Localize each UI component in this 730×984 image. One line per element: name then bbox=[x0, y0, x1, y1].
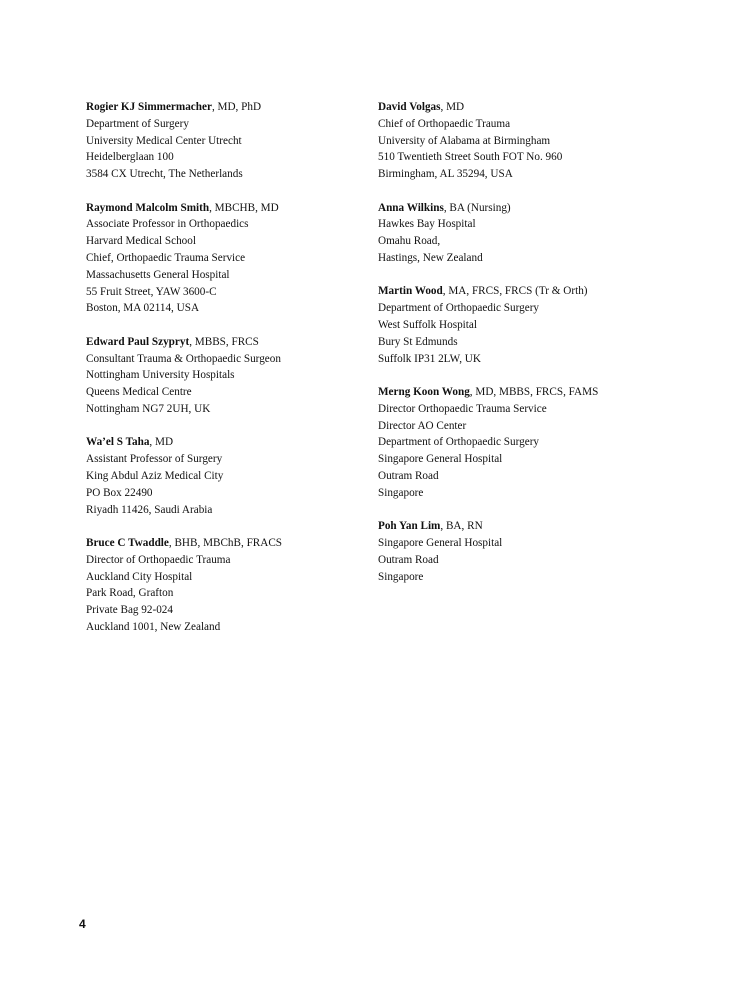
address-line: Singapore bbox=[378, 486, 424, 499]
contributor-entry bbox=[378, 283, 678, 367]
contributor-credentials: , BA, RN bbox=[440, 520, 483, 533]
contributor-name-line bbox=[378, 384, 678, 401]
contributor-credentials: , MD bbox=[149, 436, 174, 449]
contributor-entry bbox=[86, 434, 356, 518]
contributor-name-line bbox=[86, 334, 356, 351]
contributor-name: Wa’el S Taha bbox=[86, 436, 150, 449]
contributor-name-line bbox=[378, 200, 678, 217]
contributor-name-line bbox=[86, 434, 356, 451]
contributor-name: Raymond Malcolm Smith bbox=[86, 201, 210, 214]
contributor-credentials: , MD bbox=[440, 101, 465, 113]
contributor-credentials: , BA (Nursing) bbox=[443, 201, 511, 214]
address-line: Nottingham NG7 2UH, UK bbox=[86, 402, 211, 415]
address-line: Director AO Center bbox=[378, 419, 467, 432]
contributor-name: David Volgas bbox=[378, 101, 441, 113]
contributor-name: Edward Paul Szypryt bbox=[86, 335, 190, 348]
contributor-name-line bbox=[86, 535, 356, 552]
contributor-name: Rogier KJ Simmermacher bbox=[86, 101, 212, 113]
address-line: Consultant Trauma & Orthopaedic Surgeon bbox=[86, 352, 281, 365]
address-line: PO Box 22490 bbox=[86, 486, 153, 499]
address-line: Singapore General Hospital bbox=[378, 453, 503, 466]
address-line: Nottingham University Hospitals bbox=[86, 369, 235, 382]
contributor-name-line bbox=[86, 200, 356, 217]
address-line: Bury St Edmunds bbox=[378, 335, 458, 348]
contributor-credentials: , MBCHB, MD bbox=[209, 201, 279, 214]
contributor-name-line bbox=[378, 283, 678, 300]
address-line: Outram Road bbox=[378, 469, 439, 482]
address-line: Park Road, Grafton bbox=[86, 587, 174, 600]
contributor-entry bbox=[378, 99, 678, 183]
address-line: Auckland City Hospital bbox=[86, 570, 193, 583]
address-line: 510 Twentieth Street South FOT No. 960 bbox=[378, 151, 563, 164]
address-line: University Medical Center Utrecht bbox=[86, 134, 242, 147]
address-line: Department of Orthopaedic Surgery bbox=[378, 302, 540, 315]
address-line: Department of Surgery bbox=[86, 117, 189, 130]
contributor-entry bbox=[378, 518, 678, 585]
contributor-name: Merng Koon Wong bbox=[378, 385, 470, 398]
contributor-credentials: , MD, PhD bbox=[211, 101, 262, 113]
contributor-name-line bbox=[378, 518, 678, 535]
address-line: Singapore General Hospital bbox=[378, 536, 503, 549]
address-line: King Abdul Aziz Medical City bbox=[86, 469, 224, 482]
contributor-name-line bbox=[86, 99, 356, 116]
address-line: Auckland 1001, New Zealand bbox=[86, 620, 221, 633]
address-line: Private Bag 92-024 bbox=[86, 604, 173, 617]
address-line: Suffolk IP31 2LW, UK bbox=[378, 352, 481, 365]
address-line: 55 Fruit Street, YAW 3600-C bbox=[86, 285, 217, 298]
contributor-credentials: , MD, MBBS, FRCS, FAMS bbox=[469, 385, 599, 398]
contributor-entry bbox=[86, 200, 356, 318]
address-line: Department of Orthopaedic Surgery bbox=[378, 436, 540, 449]
address-line: West Suffolk Hospital bbox=[378, 318, 477, 331]
contributor-name: Bruce C Twaddle bbox=[86, 536, 169, 549]
left-column bbox=[86, 99, 356, 652]
contributor-entry bbox=[378, 200, 678, 267]
address-line: Massachusetts General Hospital bbox=[86, 268, 230, 281]
page-number: 4 bbox=[79, 917, 86, 931]
address-line: Omahu Road, bbox=[378, 235, 441, 248]
contributor-credentials: , MBBS, FRCS bbox=[189, 335, 259, 348]
contributor-name: Anna Wilkins bbox=[378, 201, 444, 214]
address-line: Director of Orthopaedic Trauma bbox=[86, 553, 231, 566]
address-line: 3584 CX Utrecht, The Netherlands bbox=[86, 168, 243, 181]
contributor-credentials: , BHB, MBChB, FRACS bbox=[168, 536, 283, 549]
address-line: Assistant Professor of Surgery bbox=[86, 453, 223, 466]
address-line: Hawkes Bay Hospital bbox=[378, 218, 476, 231]
contributor-name: Martin Wood bbox=[378, 285, 443, 298]
address-line: University of Alabama at Birmingham bbox=[378, 134, 551, 147]
contributor-name: Poh Yan Lim bbox=[378, 520, 441, 533]
contributor-credentials: , MA, FRCS, FRCS (Tr & Orth) bbox=[442, 285, 588, 298]
address-line: Director Orthopaedic Trauma Service bbox=[378, 402, 547, 415]
address-line: Harvard Medical School bbox=[86, 235, 196, 248]
address-line: Associate Professor in Orthopaedics bbox=[86, 218, 249, 231]
contributor-entry bbox=[86, 535, 356, 636]
address-line: Outram Road bbox=[378, 553, 439, 566]
address-line: Hastings, New Zealand bbox=[378, 251, 483, 264]
address-line: Singapore bbox=[378, 570, 424, 583]
address-line: Queens Medical Centre bbox=[86, 386, 192, 399]
contributor-entry bbox=[378, 384, 678, 502]
contributor-entry bbox=[86, 99, 356, 183]
address-line: Chief of Orthopaedic Trauma bbox=[378, 117, 511, 130]
contributor-name-line bbox=[378, 99, 678, 116]
right-column bbox=[378, 99, 678, 602]
address-line: Birmingham, AL 35294, USA bbox=[378, 168, 513, 181]
address-line: Riyadh 11426, Saudi Arabia bbox=[86, 503, 213, 516]
address-line: Heidelberglaan 100 bbox=[86, 151, 174, 164]
address-line: Boston, MA 02114, USA bbox=[86, 302, 200, 315]
contributor-entry bbox=[86, 334, 356, 418]
address-line: Chief, Orthopaedic Trauma Service bbox=[86, 251, 246, 264]
